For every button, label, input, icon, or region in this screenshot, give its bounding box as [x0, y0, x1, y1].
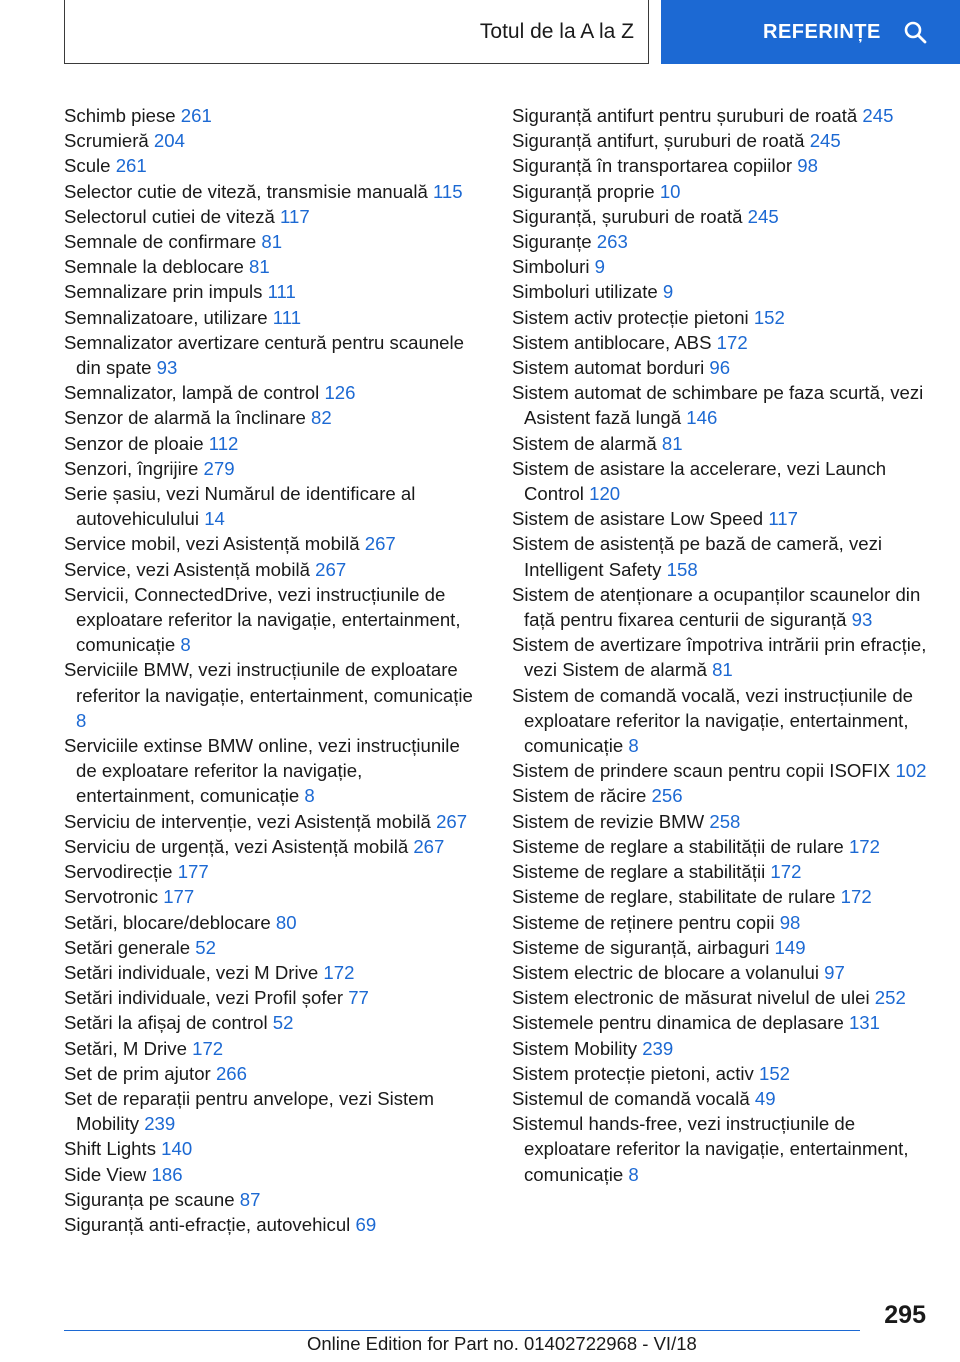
index-entry-term: Setări individuale, vezi M Drive	[64, 961, 319, 983]
index-entry	[64, 405, 484, 430]
index-entry-term: Set de reparații pentru anvelope, vezi Sistem Mobility	[64, 1087, 435, 1135]
index-entry-term: Sistem de răcire	[512, 785, 647, 807]
index-entry-page-link[interactable]: 186	[151, 1163, 183, 1185]
index-entry-term: Serie șasiu, vezi Numărul de identificare al autovehiculului	[64, 483, 416, 530]
index-entry-page-link[interactable]: 172	[840, 886, 872, 908]
index-entry	[512, 960, 932, 985]
footer-divider	[64, 1330, 860, 1331]
index-entry	[512, 204, 932, 229]
index-entry	[64, 456, 484, 481]
page-number: 295	[884, 1301, 926, 1329]
index-entry-term: Setări, M Drive	[64, 1037, 187, 1059]
index-entry-term: Sisteme de reglare a stabilității de rulare	[512, 835, 844, 857]
index-entry	[512, 103, 932, 128]
index-entry-page-link[interactable]: 9	[594, 256, 606, 278]
index-entry-term: Sistem de asistență pe bază de cameră, vezi Intelligent Safety	[512, 533, 883, 580]
index-entry-page-link[interactable]: 112	[208, 432, 239, 454]
index-entry	[64, 330, 484, 380]
index-entry	[512, 355, 932, 380]
section-tab-label: Totul de la A la Z	[479, 19, 634, 43]
index-entry-page-link[interactable]: 117	[280, 205, 310, 227]
index-entry-page-link[interactable]: 98	[779, 911, 801, 933]
index-entry	[512, 506, 932, 531]
index-entry	[64, 531, 484, 556]
index-entry-term: Setări la afișaj de control	[64, 1012, 268, 1034]
index-entry-term: Sistem de avertizare împotriva intrării prin efracție, vezi Sistem de alarmă	[512, 634, 927, 681]
index-entry	[64, 305, 484, 330]
index-entry	[64, 103, 484, 128]
index-entry-term: Sistem de atenționare a ocupanților scaunelor din față pentru fixarea centurii de siguranță	[512, 583, 921, 631]
index-entry-term: Sistem electronic de măsurat nivelul de ulei	[512, 987, 870, 1009]
index-entry	[64, 1036, 484, 1061]
index-entry-page-link[interactable]: 77	[348, 987, 369, 1009]
index-entry-term: Siguranță în transportarea copiilor	[512, 155, 793, 177]
index-entry-page-link[interactable]: 8	[76, 709, 87, 731]
index-entry-page-link[interactable]: 267	[315, 558, 347, 580]
index-entry-page-link[interactable]: 152	[759, 1062, 791, 1084]
index-entry-term: Siguranță anti-efracție, autovehicul	[64, 1213, 351, 1235]
index-entry-term: Sisteme de reținere pentru copii	[512, 911, 775, 933]
index-entry	[64, 204, 484, 229]
index-entry-term: Service mobil, vezi Asistență mobilă	[64, 533, 360, 555]
index-entry-page-link[interactable]: 111	[272, 306, 302, 328]
index-entry-page-link[interactable]: 69	[355, 1213, 377, 1235]
index-entry	[64, 1086, 484, 1136]
index-entry	[64, 935, 484, 960]
index-entry	[64, 1136, 484, 1161]
index-entry-page-link[interactable]: 245	[747, 205, 779, 227]
index-entry-term: Service, vezi Asistență mobilă	[64, 558, 310, 580]
index-entry-page-link[interactable]: 97	[824, 961, 845, 983]
index-entry-page-link[interactable]: 172	[323, 961, 355, 983]
index-entry	[512, 809, 932, 834]
index-entry-page-link[interactable]: 172	[848, 835, 880, 857]
index-entry	[512, 1061, 932, 1086]
index-entry-term: Selectorul cutiei de viteză	[64, 205, 275, 227]
index-entry-page-link[interactable]: 279	[203, 457, 235, 479]
index-entry-term: Sistem de asistare la accelerare, vezi Launch Control	[512, 457, 887, 505]
index-entry-term: Schimb piese	[64, 105, 176, 126]
index-entry-page-link[interactable]: 102	[895, 760, 927, 782]
index-entry	[64, 809, 484, 834]
index-entry-term: Side View	[64, 1163, 147, 1185]
index-entry-page-link[interactable]: 261	[115, 155, 147, 177]
index-entry	[512, 153, 932, 178]
index-entry-term: Semnale de confirmare	[64, 231, 257, 253]
index-entry-page-link[interactable]: 263	[596, 231, 628, 253]
index-entry-term: Serviciu de urgență, vezi Asistență mobilă	[64, 835, 409, 857]
index-entry-term: Set de prim ajutor	[64, 1062, 211, 1084]
index-entry-term: Sistem de asistare Low Speed	[512, 508, 764, 530]
index-entry	[512, 380, 932, 430]
chapter-tab[interactable]	[661, 0, 960, 64]
index-entry-page-link[interactable]: 96	[709, 357, 731, 379]
index-entry	[512, 279, 932, 304]
index-entry-term: Sisteme de reglare, stabilitate de rulare	[512, 886, 836, 908]
index-entry-page-link[interactable]: 177	[163, 886, 195, 908]
index-entry-term: Sistem de alarmă	[512, 432, 657, 454]
index-entry-term: Sistem Mobility	[512, 1037, 638, 1059]
index-entry-page-link[interactable]: 267	[436, 810, 468, 832]
index-entry-page-link[interactable]: 172	[770, 861, 802, 883]
index-entry	[64, 1187, 484, 1212]
index-entry-page-link[interactable]: 120	[589, 483, 621, 505]
index-entry	[64, 431, 484, 456]
index-entry-page-link[interactable]: 81	[712, 659, 733, 681]
index-entry-term: Semnalizator, lampă de control	[64, 382, 320, 404]
index-entry-page-link[interactable]: 49	[754, 1087, 776, 1109]
index-entry-term: Simboluri utilizate	[512, 281, 658, 303]
index-entry-term: Sistemul hands-free, vezi instrucțiunile de exploatare referitor la navigație, entertainment, comunicație	[512, 1113, 909, 1185]
index-entry	[512, 582, 932, 632]
index-entry-term: Senzor de alarmă la înclinare	[64, 407, 306, 429]
index-entry-term: Semnale la deblocare	[64, 256, 244, 278]
index-entry-term: Scule	[64, 155, 111, 177]
index-entry	[64, 1212, 484, 1237]
index-entry	[64, 960, 484, 985]
index-entry-term: Siguranță antifurt, șuruburi de roată	[512, 130, 805, 152]
index-entry	[512, 783, 932, 808]
index-entry	[64, 1061, 484, 1086]
index-entry	[64, 1010, 484, 1035]
index-entry-term: Semnalizare prin impuls	[64, 281, 263, 303]
index-entry-page-link[interactable]: 93	[851, 609, 873, 631]
index-entry-page-link[interactable]: 81	[261, 231, 283, 253]
index-entry-page-link[interactable]: 261	[180, 105, 212, 126]
index-entry-term: Sisteme de siguranță, airbaguri	[512, 936, 770, 958]
index-entry-page-link[interactable]: 149	[774, 936, 806, 958]
index-entry-term: Sistem electric de blocare a volanului	[512, 961, 819, 983]
index-entry	[512, 985, 932, 1010]
footer-edition: Online Edition for Part no. 01402722968 - VI/18	[307, 1333, 697, 1354]
index-entry-term: Shift Lights	[64, 1138, 156, 1160]
index-entry-term: Siguranță antifurt pentru șuruburi de roată	[512, 105, 858, 126]
index-entry-page-link[interactable]: 8	[180, 634, 191, 656]
index-entry-page-link[interactable]: 9	[662, 281, 674, 303]
index-entry	[64, 582, 484, 658]
index-entry-page-link[interactable]: 126	[324, 382, 356, 404]
index-entry-page-link[interactable]: 177	[177, 861, 209, 883]
index-entry-page-link[interactable]: 10	[659, 180, 681, 202]
chapter-tab-label: REFERINȚE	[763, 20, 881, 43]
index-entry-term: Sistem de prindere scaun pentru copii ISOFIX	[512, 760, 891, 782]
index-entry-term: Siguranțe	[512, 231, 592, 253]
index-entry-page-link[interactable]: 115	[432, 180, 463, 202]
index-entry	[64, 279, 484, 304]
index-column-left	[64, 103, 484, 1237]
index-entry-term: Serviciile BMW, vezi instrucțiunile de exploatare referitor la navigație, entertainment, comunicație	[64, 659, 473, 706]
index-entry-term: Servicii, ConnectedDrive, vezi instrucțiunile de exploatare referitor la navigație, entertainment, comunicație	[64, 583, 461, 656]
index-entry	[64, 733, 484, 809]
search-icon[interactable]	[903, 20, 927, 44]
index-entry	[512, 1010, 932, 1035]
index-entry-page-link[interactable]: 14	[204, 508, 225, 530]
index-entry-term: Senzor de ploaie	[64, 432, 204, 454]
index-entry	[64, 153, 484, 178]
index-entry-page-link[interactable]: 267	[364, 533, 396, 555]
index-entry	[64, 985, 484, 1010]
index-entry-term: Setări generale	[64, 936, 191, 958]
index-entry-term: Sistem antiblocare, ABS	[512, 331, 712, 353]
index-entry-term: Semnalizator avertizare centură pentru scaunele din spate	[64, 331, 464, 379]
index-entry-page-link[interactable]: 52	[272, 1012, 294, 1034]
index-entry-term: Setări individuale, vezi Profil șofer	[64, 987, 344, 1009]
index-entry	[64, 1162, 484, 1187]
index-entry	[512, 531, 932, 581]
index-entry	[64, 254, 484, 279]
index-entry-page-link[interactable]: 8	[628, 735, 639, 757]
index-entry-term: Siguranță, șuruburi de roată	[512, 205, 743, 227]
index-entry	[64, 179, 484, 204]
index-entry-term: Sistem automat de schimbare pe faza scurtă, vezi Asistent fază lungă	[512, 382, 924, 429]
index-entry	[64, 229, 484, 254]
index-entry-term: Senzori, îngrijire	[64, 457, 199, 479]
index-entry-page-link[interactable]: 52	[195, 936, 216, 958]
index-entry-page-link[interactable]: 266	[215, 1062, 247, 1084]
index-entry	[64, 557, 484, 582]
index-entry	[512, 758, 932, 783]
index-entry-page-link[interactable]: 8	[304, 785, 315, 807]
index-entry	[512, 884, 932, 909]
index-entry-page-link[interactable]: 239	[144, 1113, 176, 1135]
index-entry-term: Setări, blocare/deblocare	[64, 911, 271, 933]
index-entry-page-link[interactable]: 152	[753, 306, 785, 328]
index-entry-term: Selector cutie de viteză, transmisie manuală	[64, 180, 428, 202]
index-entry	[512, 859, 932, 884]
section-tab[interactable]	[64, 0, 649, 64]
index-entry-page-link[interactable]: 98	[797, 155, 818, 177]
index-entry	[64, 859, 484, 884]
index-entry	[512, 935, 932, 960]
index-entry-term: Sistem de comandă vocală, vezi instrucțiunile de exploatare referitor la navigație, entertainment, comunicație	[512, 684, 914, 757]
index-entry-term: Siguranță proprie	[512, 180, 655, 202]
index-entry	[512, 1111, 932, 1187]
index-entry	[64, 380, 484, 405]
index-entry-page-link[interactable]: 81	[661, 432, 683, 454]
index-entry-page-link[interactable]: 8	[628, 1163, 639, 1185]
index-entry-page-link[interactable]: 267	[413, 835, 445, 857]
index-entry	[512, 1086, 932, 1111]
index-entry-page-link[interactable]: 93	[156, 357, 178, 379]
index-entry-page-link[interactable]: 87	[239, 1188, 261, 1210]
index-entry-page-link[interactable]: 204	[153, 130, 185, 152]
index-entry-page-link[interactable]: 117	[768, 508, 798, 530]
index-entry-term: Sistem protecție pietoni, activ	[512, 1062, 754, 1084]
index-entry	[64, 657, 484, 733]
index-entry	[512, 330, 932, 355]
index-entry-term: Scrumieră	[64, 130, 149, 152]
index-entry	[512, 179, 932, 204]
index-entry	[512, 254, 932, 279]
index-entry	[512, 305, 932, 330]
index-entry-page-link[interactable]: 172	[192, 1037, 224, 1059]
index-entry-page-link[interactable]: 80	[275, 911, 297, 933]
index-entry-page-link[interactable]: 252	[874, 987, 906, 1009]
index-entry-term: Siguranța pe scaune	[64, 1188, 235, 1210]
index-entry	[512, 128, 932, 153]
index-entry-term: Serviciu de intervenție, vezi Asistență mobilă	[64, 810, 431, 832]
index-entry-term: Sisteme de reglare a stabilității	[512, 861, 766, 883]
index-entry-page-link[interactable]: 256	[651, 785, 683, 807]
index-entry	[64, 481, 484, 531]
index-entry-term: Semnalizatoare, utilizare	[64, 306, 268, 328]
index-entry-term: Simboluri	[512, 256, 590, 278]
index-entry-term: Servodirecție	[64, 861, 173, 883]
index-entry-term: Sistem automat borduri	[512, 357, 705, 379]
index-entry-page-link[interactable]: 140	[161, 1138, 193, 1160]
index-entry-page-link[interactable]: 131	[848, 1012, 880, 1034]
index-entry-page-link[interactable]: 239	[642, 1037, 674, 1059]
index-entry-term: Sistemul de comandă vocală	[512, 1087, 750, 1109]
index-entry	[512, 632, 932, 682]
index-entry	[512, 1036, 932, 1061]
index-entry	[512, 456, 932, 506]
index-entry-page-link[interactable]: 258	[709, 810, 741, 832]
index-entry	[64, 834, 484, 859]
index-entry	[512, 683, 932, 759]
index-entry-page-link[interactable]: 146	[686, 407, 718, 429]
index-entry-page-link[interactable]: 158	[666, 558, 698, 580]
index-entry-page-link[interactable]: 245	[862, 105, 894, 126]
index-entry-term: Serviciile extinse BMW online, vezi instrucțiunile de exploatare referitor la navigație, entertainment, comunicație	[64, 735, 460, 807]
index-entry-page-link[interactable]: 82	[311, 407, 332, 429]
index-entry-term: Sistemele pentru dinamica de deplasare	[512, 1012, 844, 1034]
index-entry	[64, 128, 484, 153]
index-entry	[512, 910, 932, 935]
index-entry-page-link[interactable]: 81	[249, 256, 270, 278]
index-entry	[512, 229, 932, 254]
index-entry-term: Servotronic	[64, 886, 159, 908]
index-entry-page-link[interactable]: 111	[267, 281, 296, 303]
index-entry	[64, 884, 484, 909]
index-entry-page-link[interactable]: 245	[809, 130, 841, 152]
index-entry-term: Sistem de revizie BMW	[512, 810, 705, 832]
index-entry-term: Sistem activ protecție pietoni	[512, 306, 749, 328]
index-column-right	[512, 103, 932, 1187]
index-entry	[512, 834, 932, 859]
index-entry	[64, 910, 484, 935]
index-entry	[512, 431, 932, 456]
index-entry-page-link[interactable]: 172	[716, 331, 748, 353]
